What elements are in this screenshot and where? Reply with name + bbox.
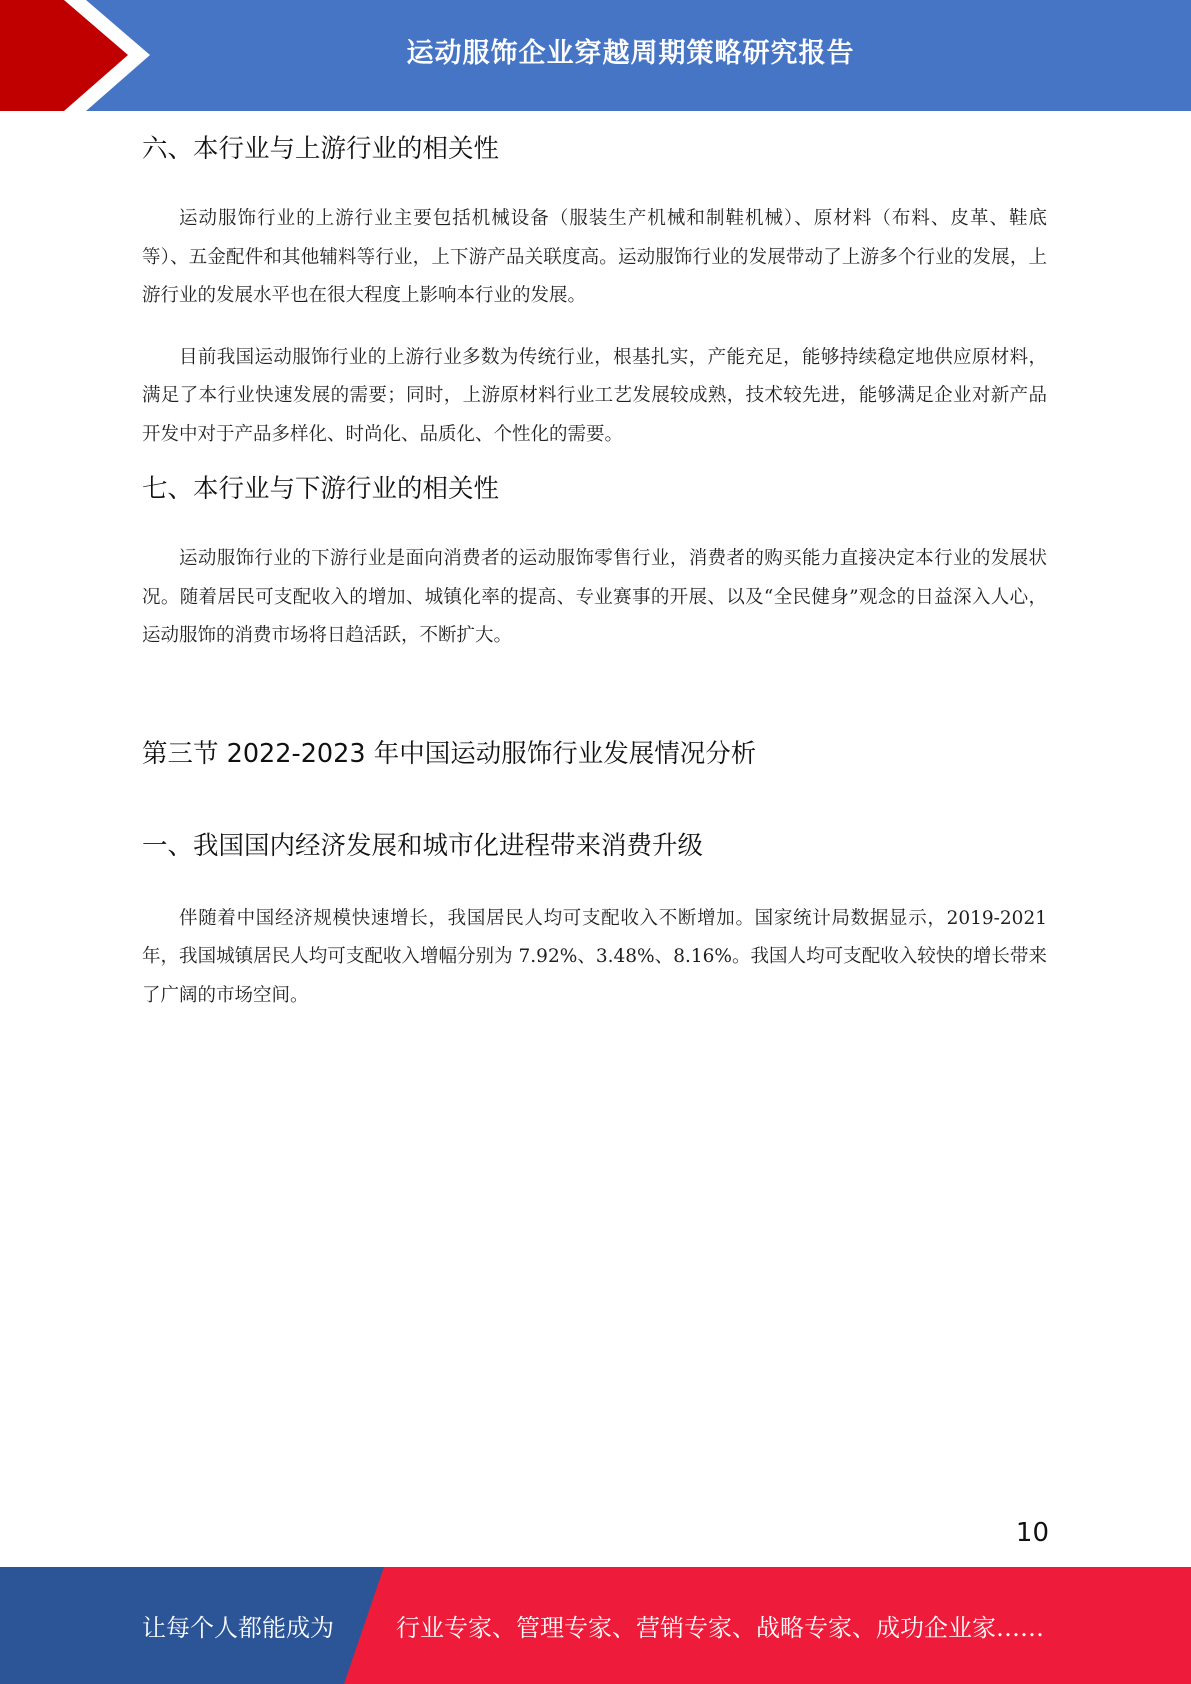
heading-consumption-upgrade: 一、我国国内经济发展和城市化进程带来消费升级: [142, 830, 704, 861]
footer-slogan-left: 让每个人都能成为: [142, 1614, 334, 1642]
paragraph-upstream-status: 目前我国运动服饰行业的上游行业多数为传统行业，根基扎实，产能充足，能够持续稳定地供应原材料，满足了本行业快速发展的需要；同时，上游原材料行业工艺发展较成熟，技术较先进，能够满足企业对新产品开发中对于产品多样化、时尚化、品质化、个性化的需要。: [142, 346, 1047, 445]
paragraph-income-growth: 伴随着中国经济规模快速增长，我国居民人均可支配收入不断增加。国家统计局数据显示，2019-2021 年，我国城镇居民人均可支配收入增幅分别为 7.92%、3.48%、8.16%。我国人均可支配收入较快的增长带来了广阔的市场空间。: [142, 907, 1047, 1006]
page-number: 10: [1015, 1518, 1049, 1548]
page-header: [0, 0, 1191, 111]
section-title: 第三节 2022-2023 年中国运动服饰行业发展情况分析: [142, 738, 757, 769]
paragraph-downstream-industries: 运动服饰行业的下游行业是面向消费者的运动服饰零售行业，消费者的购买能力直接决定本行业的发展状况。随着居民可支配收入的增加、城镇化率的提高、专业赛事的开展、以及“全民健身”观念的日益深入人心，运动服饰的消费市场将日趋活跃，不断扩大。: [142, 548, 1047, 646]
report-title: 运动服饰企业穿越周期策略研究报告: [406, 37, 855, 69]
heading-upstream-correlation: 六、本行业与上游行业的相关性: [142, 134, 500, 164]
footer-slogan-right: 行业专家、管理专家、营销专家、战略专家、成功企业家……: [396, 1614, 1044, 1642]
page-footer: [0, 1567, 1191, 1684]
document-body: [142, 127, 1047, 1015]
heading-downstream-correlation: 七、本行业与下游行业的相关性: [142, 474, 500, 504]
paragraph-upstream-industries: 运动服饰行业的上游行业主要包括机械设备（服装生产机械和制鞋机械）、原材料（布料、皮革、鞋底等）、五金配件和其他辅料等行业，上下游产品关联度高。运动服饰行业的发展带动了上游多个行业的发展，上游行业的发展水平也在很大程度上影响本行业的发展。: [142, 208, 1047, 306]
